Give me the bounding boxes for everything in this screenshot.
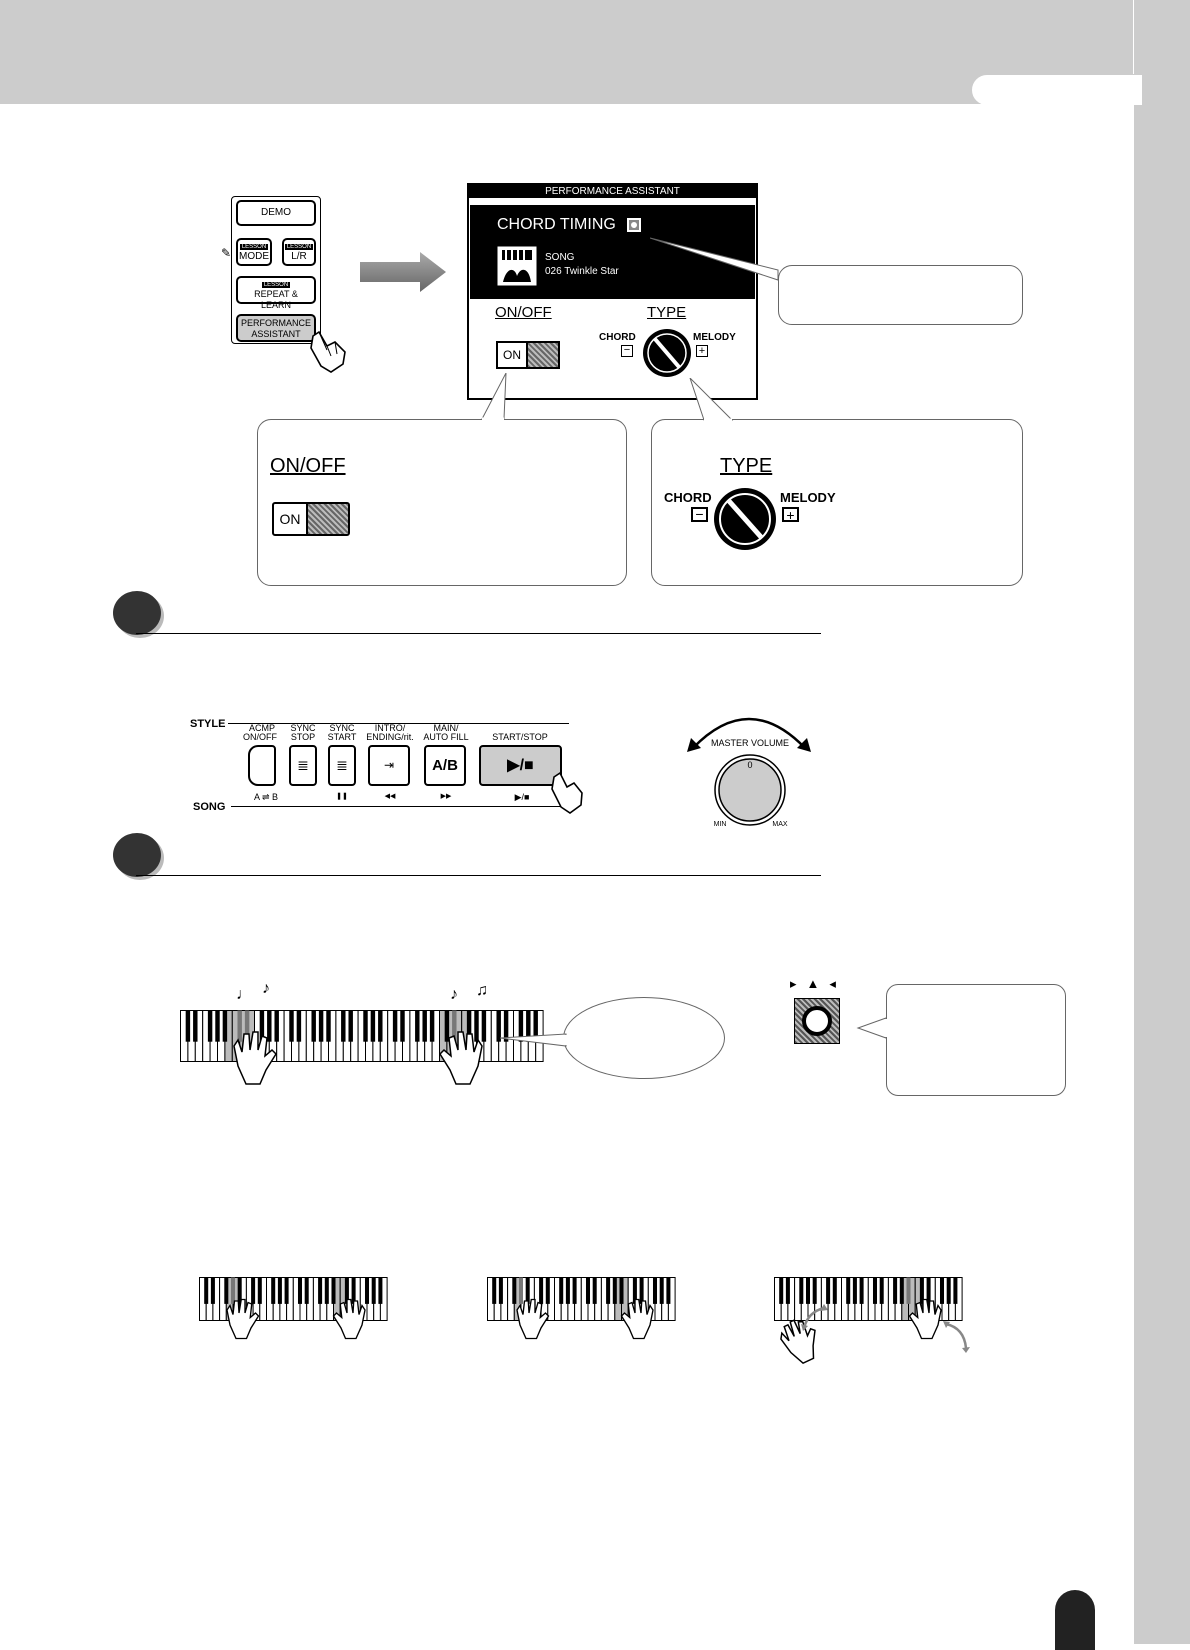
black-key <box>613 1278 617 1304</box>
intro-label-2: ENDING/rit. <box>366 732 414 742</box>
music-note-icon: ♩ <box>236 986 252 1003</box>
black-key <box>593 1278 597 1304</box>
black-key <box>660 1278 664 1304</box>
black-key <box>372 1278 376 1304</box>
black-key <box>666 1278 670 1304</box>
black-key <box>833 1278 837 1304</box>
sync-stop-button[interactable]: ≣ <box>289 745 317 786</box>
master-volume-label: MASTER VOLUME <box>710 738 789 748</box>
lesson-tag: LESSON <box>241 244 267 250</box>
black-key <box>499 1278 503 1304</box>
black-key <box>186 1011 190 1042</box>
lcd-song-label: SONG <box>545 252 575 263</box>
black-key <box>806 1278 810 1304</box>
pa-label-1: PERFORMANCE <box>240 318 311 328</box>
black-key <box>880 1278 884 1304</box>
lcd-header: PERFORMANCE ASSISTANT <box>469 185 756 198</box>
sub-ab-label: A ⇌ B <box>253 792 279 802</box>
main-ab-button[interactable]: A/B <box>424 745 466 786</box>
lamp-callout-bubble <box>778 265 1023 325</box>
sync-start-label-2: START <box>327 732 357 742</box>
black-key <box>953 1278 957 1304</box>
black-key <box>799 1278 803 1304</box>
lcd-type-dial-icon <box>641 327 693 379</box>
sub-pause-label: ❚❚ <box>336 793 348 800</box>
black-key <box>430 1011 434 1042</box>
lcd-minus-icon: − <box>621 345 633 357</box>
black-key <box>586 1278 590 1304</box>
lesson-tag: LESSON <box>286 244 312 250</box>
black-key <box>311 1011 315 1042</box>
type-callout-plus-icon: + <box>782 507 799 522</box>
sync-stop-label-2: STOP <box>290 732 316 742</box>
song-label: SONG <box>193 801 226 813</box>
repeat-learn-label: REPEAT & LEARN <box>254 289 298 310</box>
black-key <box>422 1011 426 1042</box>
right-arrow-icon <box>358 250 448 294</box>
black-key <box>559 1278 563 1304</box>
black-key <box>826 1278 830 1304</box>
lcd-melody-label: MELODY <box>693 332 736 343</box>
black-key <box>211 1278 215 1304</box>
black-key <box>371 1011 375 1042</box>
timing-lamp-icon <box>794 998 840 1044</box>
sub-rew-label: ◀◀ <box>384 793 396 800</box>
volume-max-label: MAX <box>772 821 788 828</box>
black-key <box>326 1011 330 1042</box>
main-label-2: AUTO FILL <box>423 732 469 742</box>
step-2-circle <box>113 833 161 877</box>
onoff-callout-on-label: ON <box>274 504 308 534</box>
oval-callout-pointer <box>500 1030 570 1050</box>
lcd-on-label: ON <box>498 343 528 367</box>
right-hand-icon <box>906 1298 946 1340</box>
lamp-callout-pointer <box>650 236 790 286</box>
lesson-tag: LESSON <box>263 282 289 288</box>
black-key <box>813 1278 817 1304</box>
sync-stop-label-1: SYNC <box>290 723 316 733</box>
volume-min-label: MIN <box>713 821 727 828</box>
onoff-callout-title: ON/OFF <box>270 455 346 477</box>
left-hand-icon <box>222 1298 262 1340</box>
performance-assistant-button[interactable] <box>236 314 316 342</box>
black-key <box>378 1011 382 1042</box>
keyboard-oval-callout <box>563 997 725 1079</box>
music-note-icon: ♫ <box>476 982 488 999</box>
lcd-onoff-label: ON/OFF <box>495 304 552 321</box>
sync-start-label-1: SYNC <box>329 723 355 733</box>
acmp-label-2: ON/OFF <box>243 732 277 742</box>
style-label: STYLE <box>190 718 226 730</box>
lesson-lr-button[interactable] <box>282 238 316 266</box>
pencil-icon: ✎ <box>221 246 232 260</box>
black-key <box>341 1011 345 1042</box>
black-key <box>348 1011 352 1042</box>
intro-ending-button[interactable]: ⇥ <box>368 745 410 786</box>
right-hand-icon <box>330 1298 370 1340</box>
move-arrow-icon <box>942 1320 972 1354</box>
sub-play-label: ▶/■ <box>514 792 530 802</box>
black-key <box>400 1011 404 1042</box>
side-band <box>1134 0 1190 1644</box>
black-key <box>846 1278 850 1304</box>
step-1-circle <box>113 591 161 635</box>
right-hand-icon <box>436 1030 488 1086</box>
black-key <box>853 1278 857 1304</box>
sync-start-button[interactable]: ≣ <box>328 745 356 786</box>
black-key <box>900 1278 904 1304</box>
black-key <box>271 1278 275 1304</box>
song-rule <box>231 806 569 807</box>
black-key <box>947 1278 951 1304</box>
type-callout-dial-icon <box>712 486 778 552</box>
black-key <box>873 1278 877 1304</box>
intro-label-1: INTRO/ <box>374 723 406 733</box>
black-key <box>786 1278 790 1304</box>
start-stop-button[interactable]: ▶/■ <box>479 745 562 786</box>
black-key <box>363 1011 367 1042</box>
type-callout-chord: CHORD <box>664 490 712 505</box>
acmp-label-1: ACMP <box>248 723 275 733</box>
lcd-plus-icon: + <box>696 345 708 357</box>
black-key <box>208 1011 212 1042</box>
volume-mark: 0 <box>747 760 753 770</box>
lcd-type-label: TYPE <box>647 304 687 321</box>
lr-label: L/R <box>291 251 307 262</box>
type-callout-minus-icon: − <box>691 507 708 522</box>
type-callout-pointer <box>680 378 740 422</box>
onoff-callout-pointer <box>470 373 520 421</box>
pointing-hand-icon <box>305 328 353 376</box>
lcd-mode: CHORD TIMING <box>497 216 616 233</box>
page-number-tab <box>1055 1590 1095 1650</box>
black-key <box>325 1278 329 1304</box>
header-tab <box>972 75 1142 105</box>
pointing-hand-icon <box>548 771 588 817</box>
lamp-callout-pointer <box>856 1016 890 1046</box>
black-key <box>297 1011 301 1042</box>
music-note-icon: ♪ <box>450 986 458 1003</box>
black-key <box>278 1278 282 1304</box>
black-key <box>393 1011 397 1042</box>
lcd-onoff-switch <box>496 341 560 369</box>
lcd-chord-label: CHORD <box>599 332 636 343</box>
black-key <box>779 1278 783 1304</box>
black-key <box>606 1278 610 1304</box>
black-key <box>193 1011 197 1042</box>
black-key <box>215 1011 219 1042</box>
flash-indicator-icon: ▸▲◂ <box>790 976 846 991</box>
black-key <box>318 1278 322 1304</box>
song-icon <box>497 246 537 286</box>
black-key <box>893 1278 897 1304</box>
black-key <box>223 1011 227 1042</box>
start-stop-label: START/STOP <box>492 732 548 742</box>
onoff-callout-switch <box>272 502 350 536</box>
step-2-rule <box>136 875 821 876</box>
acmp-button[interactable] <box>248 745 276 786</box>
left-hand-icon <box>228 1030 280 1086</box>
demo-button[interactable]: DEMO <box>236 200 316 226</box>
black-key <box>285 1278 289 1304</box>
lesson-mode-button[interactable] <box>236 238 272 266</box>
black-key <box>573 1278 577 1304</box>
repeat-learn-button[interactable] <box>236 276 316 310</box>
chord-timing-lamp-icon <box>627 218 641 232</box>
type-callout-melody: MELODY <box>780 490 836 505</box>
black-key <box>415 1011 419 1042</box>
left-hand-icon <box>512 1298 552 1340</box>
black-key <box>204 1278 208 1304</box>
type-callout-title: TYPE <box>720 455 773 477</box>
lamp-callout <box>886 984 1066 1096</box>
black-key <box>289 1011 293 1042</box>
pa-label-2: ASSISTANT <box>251 329 301 339</box>
mode-label: MODE <box>239 251 269 262</box>
top-band-rule <box>1133 0 1134 74</box>
black-key <box>305 1278 309 1304</box>
black-key <box>319 1011 323 1042</box>
black-key <box>298 1278 302 1304</box>
step-1-rule <box>136 633 821 634</box>
move-arrow-icon <box>800 1302 830 1332</box>
music-note-icon: ♪ <box>262 980 270 997</box>
right-hand-icon <box>618 1298 658 1340</box>
black-key <box>378 1278 382 1304</box>
black-key <box>492 1278 496 1304</box>
black-key <box>860 1278 864 1304</box>
black-key <box>566 1278 570 1304</box>
lcd-song-name: 026 Twinkle Star <box>545 266 619 277</box>
sub-ff-label: ▶▶ <box>440 793 452 800</box>
main-label-1: MAIN/ <box>433 723 459 733</box>
